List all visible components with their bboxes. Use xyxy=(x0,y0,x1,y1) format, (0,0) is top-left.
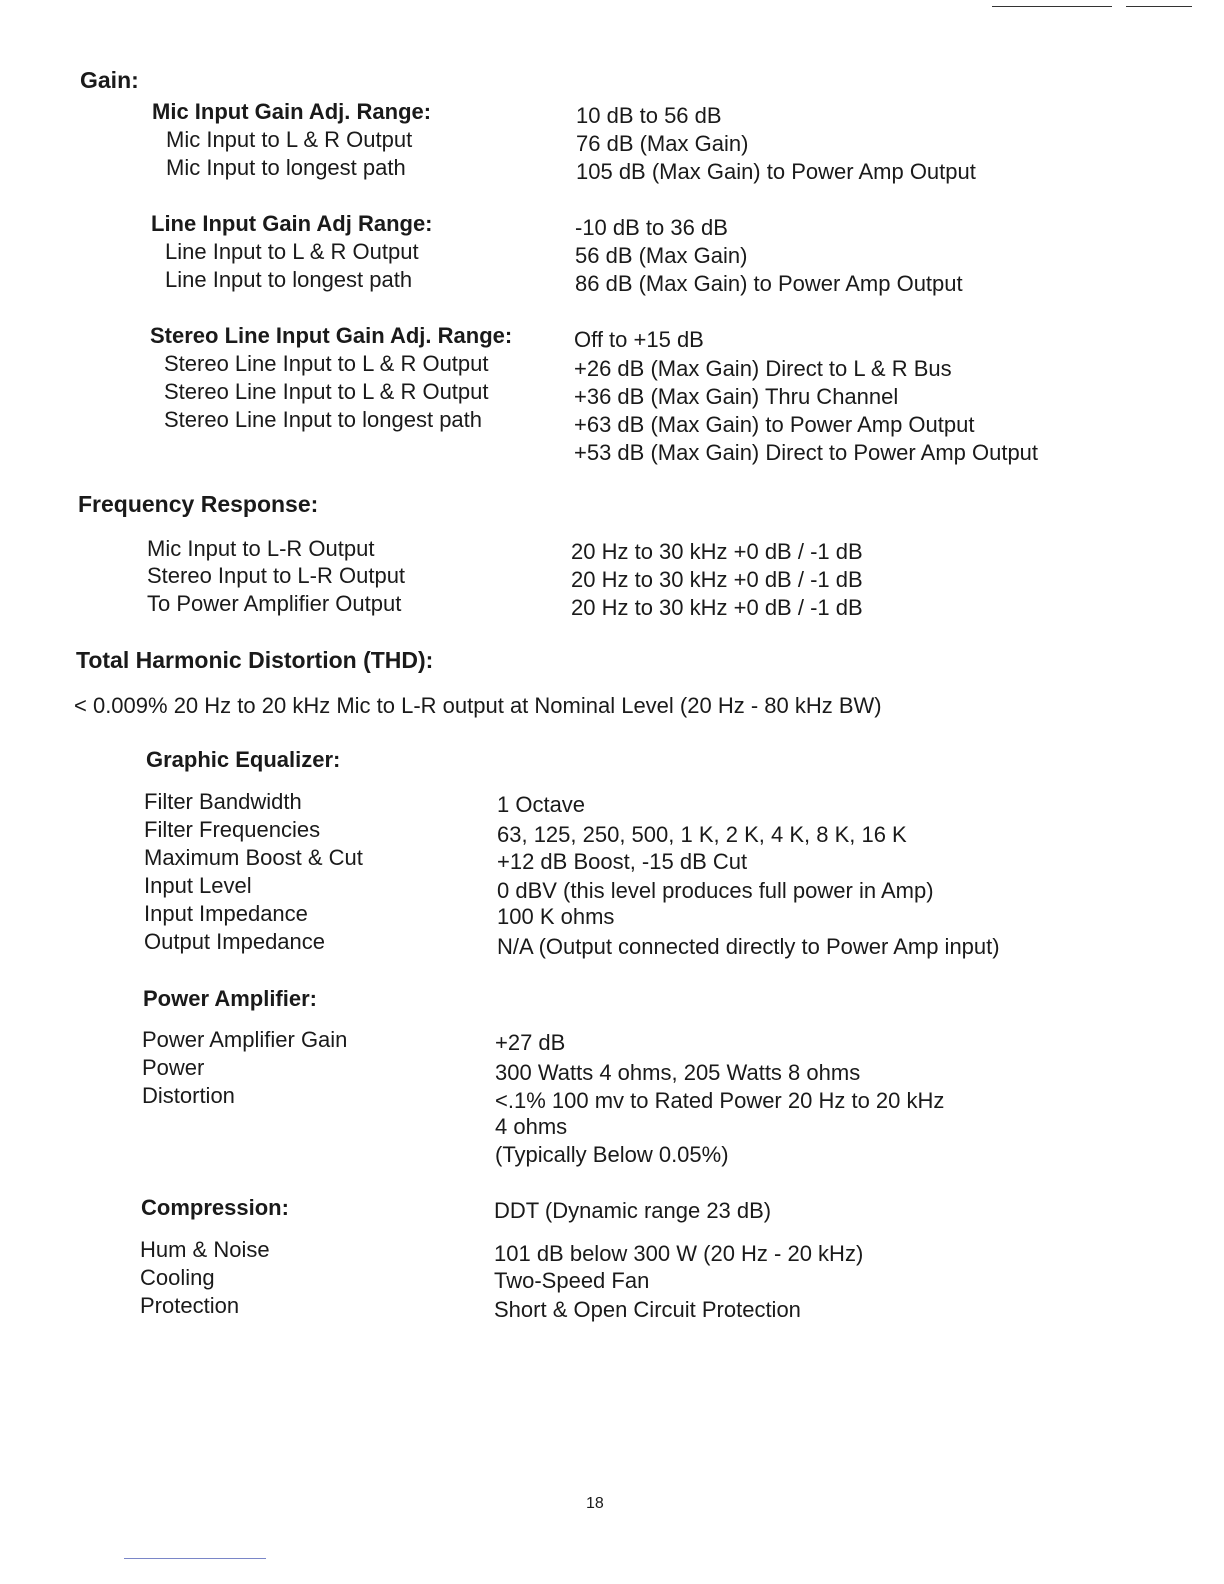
spec-label: Input Impedance xyxy=(144,901,308,926)
spec-label: Output Impedance xyxy=(144,929,326,954)
spec-value: 76 dB (Max Gain) xyxy=(576,131,749,156)
spec-label: Stereo Line Input to L & R Output xyxy=(164,379,489,404)
top-rule-right xyxy=(1126,6,1192,7)
spec-label: Distortion xyxy=(142,1083,235,1108)
spec-value: 20 Hz to 30 kHz +0 dB / -1 dB xyxy=(571,595,863,620)
spec-label: Line Input to L & R Output xyxy=(165,239,419,264)
line-gain-value: -10 dB to 36 dB xyxy=(575,215,728,240)
spec-value: 4 ohms xyxy=(495,1114,568,1139)
spec-value: 100 K ohms xyxy=(497,904,615,929)
page-number: 18 xyxy=(586,1495,604,1512)
compression-heading: Compression: xyxy=(141,1195,289,1220)
amp-heading: Power Amplifier: xyxy=(143,986,317,1011)
spec-label: Input Level xyxy=(144,873,252,898)
spec-label: Stereo Input to L-R Output xyxy=(147,563,406,588)
spec-value: +36 dB (Max Gain) Thru Channel xyxy=(574,384,899,409)
bottom-rule xyxy=(124,1558,266,1559)
spec-label: Cooling xyxy=(140,1265,215,1290)
spec-value: 63, 125, 250, 500, 1 K, 2 K, 4 K, 8 K, 16 K xyxy=(497,822,907,847)
frequency-heading: Frequency Response: xyxy=(78,491,319,517)
spec-label: Filter Frequencies xyxy=(144,817,321,842)
spec-label: Power xyxy=(142,1055,205,1080)
spec-value: +12 dB Boost, -15 dB Cut xyxy=(497,849,748,874)
spec-label: Stereo Line Input to L & R Output xyxy=(164,351,489,376)
spec-value: Two-Speed Fan xyxy=(494,1268,650,1293)
spec-value: (Typically Below 0.05%) xyxy=(495,1142,729,1167)
spec-value: 1 Octave xyxy=(497,792,586,817)
spec-label: Mic Input to L & R Output xyxy=(166,127,413,152)
top-rule-left xyxy=(992,6,1112,7)
spec-value: 0 dBV (this level produces full power in Amp) xyxy=(497,878,934,903)
spec-label: Power Amplifier Gain xyxy=(142,1027,348,1052)
spec-value: 56 dB (Max Gain) xyxy=(575,243,748,268)
spec-label: Hum & Noise xyxy=(140,1237,270,1262)
stereo-gain-value: Off to +15 dB xyxy=(574,327,704,352)
gain-heading: Gain: xyxy=(80,67,139,93)
line-gain-label: Line Input Gain Adj Range: xyxy=(151,211,433,236)
spec-value: 20 Hz to 30 kHz +0 dB / -1 dB xyxy=(571,539,863,564)
spec-label: Filter Bandwidth xyxy=(144,789,302,814)
spec-label: Line Input to longest path xyxy=(165,267,413,292)
spec-value: <.1% 100 mv to Rated Power 20 Hz to 20 kHz xyxy=(495,1088,945,1113)
spec-label: Protection xyxy=(140,1293,240,1318)
eq-heading: Graphic Equalizer: xyxy=(146,747,341,772)
spec-value: 20 Hz to 30 kHz +0 dB / -1 dB xyxy=(571,567,863,592)
spec-value: Short & Open Circuit Protection xyxy=(494,1297,801,1322)
spec-value: 101 dB below 300 W (20 Hz - 20 kHz) xyxy=(494,1241,864,1266)
spec-value: N/A (Output connected directly to Power Amp input) xyxy=(497,934,1000,959)
spec-value: 105 dB (Max Gain) to Power Amp Output xyxy=(576,159,976,184)
spec-label: Stereo Line Input to longest path xyxy=(164,407,483,432)
thd-heading: Total Harmonic Distortion (THD): xyxy=(76,647,434,673)
spec-value: +27 dB xyxy=(495,1030,566,1055)
spec-value: +53 dB (Max Gain) Direct to Power Amp Output xyxy=(574,440,1039,465)
compression-value: DDT (Dynamic range 23 dB) xyxy=(494,1198,772,1223)
spec-label: Mic Input to longest path xyxy=(166,155,406,180)
spec-label: Maximum Boost & Cut xyxy=(144,845,363,870)
spec-label: Mic Input to L-R Output xyxy=(147,536,375,561)
mic-gain-value: 10 dB to 56 dB xyxy=(576,103,722,128)
spec-label: To Power Amplifier Output xyxy=(147,591,402,616)
stereo-gain-label: Stereo Line Input Gain Adj. Range: xyxy=(150,323,513,348)
spec-value: 300 Watts 4 ohms, 205 Watts 8 ohms xyxy=(495,1060,861,1085)
spec-value: +26 dB (Max Gain) Direct to L & R Bus xyxy=(574,356,952,381)
spec-value: 86 dB (Max Gain) to Power Amp Output xyxy=(575,271,963,296)
mic-gain-label: Mic Input Gain Adj. Range: xyxy=(152,99,432,124)
thd-text: < 0.009% 20 Hz to 20 kHz Mic to L-R output at Nominal Level (20 Hz - 80 kHz BW) xyxy=(74,693,882,718)
spec-value: +63 dB (Max Gain) to Power Amp Output xyxy=(574,412,975,437)
